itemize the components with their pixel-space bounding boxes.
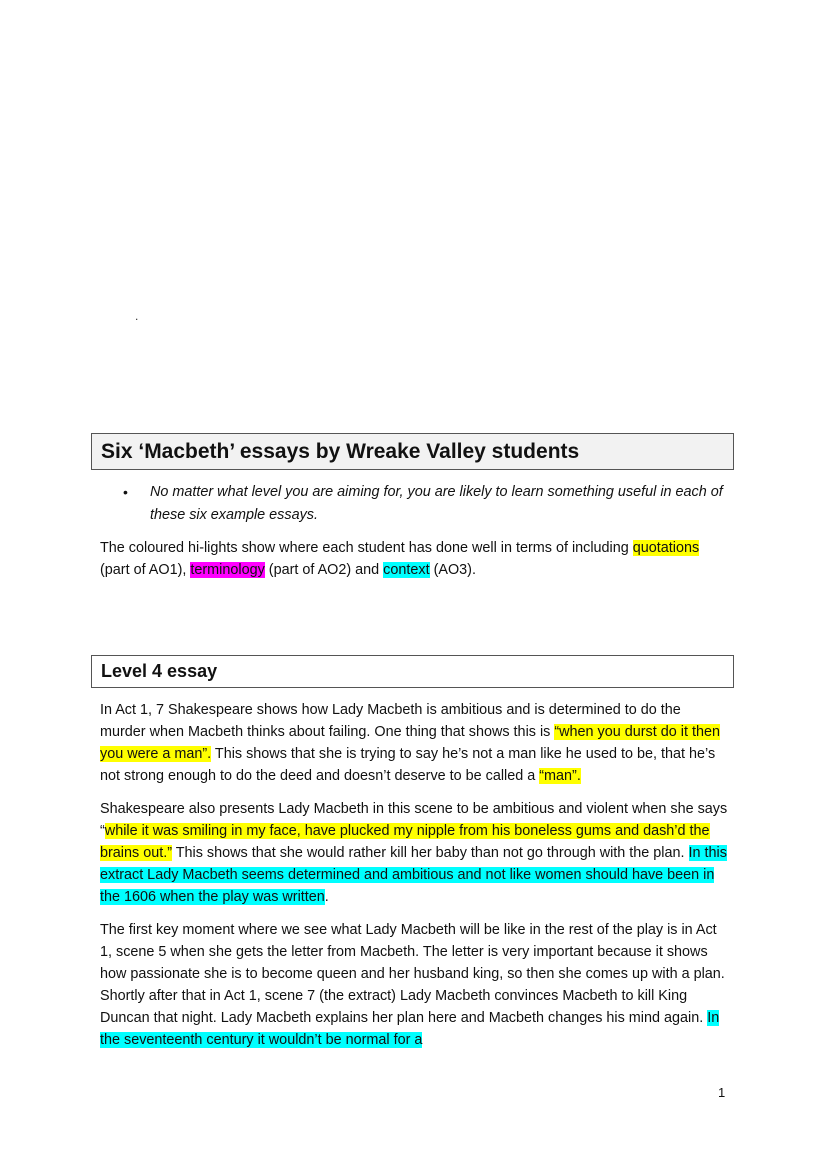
essay-text: This shows that she is trying to say he’s not a man like he used to be, that he’s not strong enough to do the deed and doesn’t deserve to be called a — [100, 746, 716, 784]
essay-text: In Act 1, 7 Shakespeare shows how Lady Macbeth is ambitious and is determined to do the murder when Macbeth thinks about failing. One thing that shows this is — [100, 702, 681, 740]
intro-text: The coloured hi-lights show where each student has done well in terms of including — [100, 540, 633, 556]
quote-highlight: while it was smiling in my face, have plucked my nipple from his boneless gums and dash’d the brains out.” — [100, 823, 710, 861]
essay-paragraph-3 — [100, 919, 730, 1051]
page-number: 1 — [718, 1085, 726, 1100]
bullet-text: No matter what level you are aiming for, you are likely to learn something useful in each of these six example essays. — [150, 484, 723, 523]
essay-text: The first key moment where we see what Lady Macbeth will be like in the rest of the play is in Act 1, scene 5 when she gets the letter from Macbeth. The letter is very important because it shows how passionate she is to become queen and her husband king, so then she comes up with a plan. Shortly after that in Act 1, scene 7 (the extract) Lady Macbeth convinces Macbeth to kill King Duncan that night. Lady Macbeth explains her plan here and Macbeth changes his mind again. — [100, 922, 725, 1026]
essay-text: Shakespeare also presents Lady Macbeth in this scene to be ambitious and violent when she says “ — [100, 801, 728, 839]
intro-text: (part of AO1), — [100, 562, 191, 578]
context-highlight: In the seventeenth century it wouldn’t be normal for a — [100, 1010, 720, 1048]
level-heading: Level 4 essay — [91, 655, 734, 688]
bullet-item — [123, 481, 723, 526]
essay-text: . — [324, 889, 329, 905]
quotations-highlight: quotations — [632, 540, 700, 556]
intro-paragraph — [100, 537, 730, 581]
main-heading: Six ‘Macbeth’ essays by Wreake Valley students — [91, 433, 734, 470]
essay-paragraph-1 — [100, 699, 730, 787]
context-highlight: context — [383, 562, 430, 578]
terminology-highlight: terminology — [190, 562, 265, 578]
essay-paragraph-2 — [100, 798, 730, 908]
bullet-icon: • — [123, 484, 128, 500]
quote-highlight: “when you durst do it then you were a man”. — [100, 724, 720, 762]
quote-highlight: “man”. — [539, 768, 581, 784]
stray-mark: . — [135, 309, 139, 323]
context-highlight: In this extract Lady Macbeth seems determined and ambitious and not like women should have been in the 1606 when the play was written — [100, 845, 727, 905]
essay-text: This shows that she would rather kill her baby than not go through with the plan. — [172, 845, 689, 861]
intro-text: (part of AO2) and — [264, 562, 384, 578]
intro-text: (AO3). — [429, 562, 476, 578]
